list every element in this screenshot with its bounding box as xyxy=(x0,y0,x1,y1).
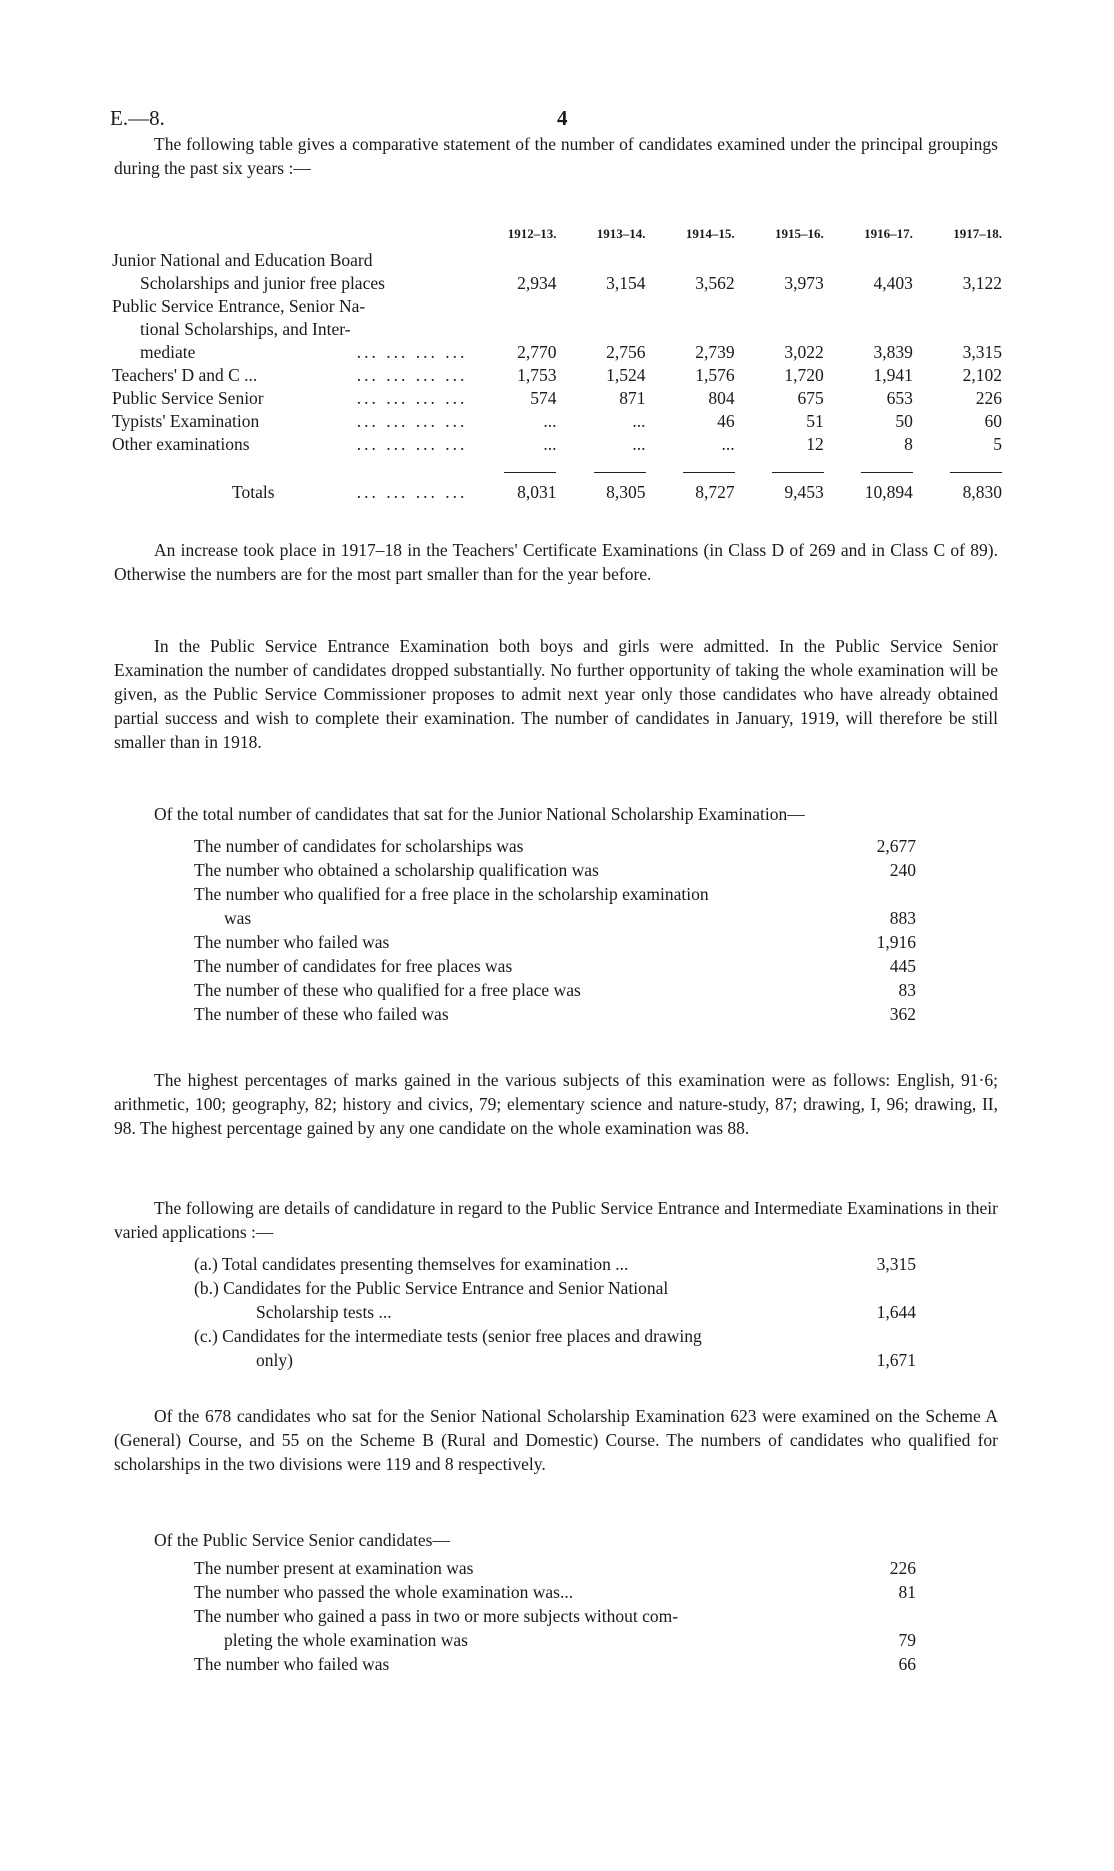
table-cell: 804 xyxy=(708,388,735,408)
table-cell: 2,756 xyxy=(606,342,646,362)
list-item: The number who qualified for a free place in the scholarship examination was 883 xyxy=(194,884,916,928)
total-cell: 8,031 xyxy=(517,482,557,502)
total-cell: 10,894 xyxy=(864,482,913,502)
year-header: 1916–17. xyxy=(864,226,913,241)
table-row xyxy=(112,295,1002,364)
list-item: The number who passed the whole examination was... 81 xyxy=(194,1582,916,1602)
row-label: Public Service Entrance, Senior Na- tional Scholarships, and Inter- mediate ... ... ... ... xyxy=(112,296,468,362)
table-cell: 3,154 xyxy=(606,273,646,293)
total-cell: 8,305 xyxy=(606,482,646,502)
row-label: Other examinations ... ... ... ... xyxy=(112,434,468,454)
row-label: Typists' Examination ... ... ... ... xyxy=(112,411,468,431)
document-code: E.—8. xyxy=(110,106,165,130)
year-header: 1913–14. xyxy=(596,226,646,241)
total-cell: 8,727 xyxy=(695,482,735,502)
table-cell: 46 xyxy=(717,411,735,431)
table-cell: 3,562 xyxy=(695,273,735,293)
table-cell: 2,770 xyxy=(517,342,557,362)
list-item: (b.) Candidates for the Public Service Entrance and Senior National Scholarship tests ... 1,644 xyxy=(194,1278,916,1322)
row-label: Public Service Senior ... ... ... ... xyxy=(112,388,468,408)
junior-scholarship-list xyxy=(194,834,916,1026)
totals-rule-row xyxy=(112,456,1002,479)
table-header-row xyxy=(112,222,1002,249)
list-item: The number of these who qualified for a free place was 83 xyxy=(194,980,916,1000)
table-cell: ... xyxy=(721,434,735,454)
table-cell: 675 xyxy=(797,388,824,408)
year-header: 1917–18. xyxy=(953,226,1002,241)
table-row xyxy=(112,410,1002,433)
year-header: 1915–16. xyxy=(774,226,824,241)
page-number: 4 xyxy=(557,106,568,130)
public-service-senior-list xyxy=(194,1556,916,1676)
table-cell: 1,524 xyxy=(606,365,646,385)
table-cell: 871 xyxy=(619,388,646,408)
list-item: The number present at examination was 226 xyxy=(194,1558,916,1578)
list-item: The number of these who failed was 362 xyxy=(194,1004,916,1024)
list-item: The number who failed was 1,916 xyxy=(194,932,916,952)
list-item: The number who obtained a scholarship qualification was 240 xyxy=(194,860,916,880)
totals-label: Totals ... ... ... ... xyxy=(232,482,468,502)
list-item: The number of candidates for scholarships was 2,677 xyxy=(194,836,916,856)
comparative-table xyxy=(112,222,1002,504)
table-cell: ... xyxy=(632,434,646,454)
table-cell: 574 xyxy=(530,388,557,408)
paragraph-candidature-intro: The following are details of candidature in regard to the Public Service Entrance and Intermediate Examinations in their varied applications :— xyxy=(114,1198,998,1242)
table-cell: ... xyxy=(543,434,557,454)
table-cell: 51 xyxy=(806,411,824,431)
table-row xyxy=(112,364,1002,387)
table-cell: 3,839 xyxy=(873,342,913,362)
intro-paragraph: The following table gives a comparative statement of the number of candidates examined under the principal groupings during the past six years :— xyxy=(114,134,998,178)
totals-row xyxy=(112,479,1002,504)
table-cell: 1,941 xyxy=(873,365,913,385)
paragraph-percentages: The highest percentages of marks gained in the various subjects of this examination were as follows: English, 91·6; arithmetic, 100; geography, 82; history and civics, 79; elementary science and nature-study, 87; drawing, I, 96; drawing, II, 98. The highest percentage gained by any one candidate on the whole examination was 88. xyxy=(114,1070,998,1138)
list-item: The number who failed was 66 xyxy=(194,1654,916,1674)
rule-line xyxy=(683,472,735,473)
table-cell: 1,753 xyxy=(517,365,557,385)
table-cell: 2,739 xyxy=(695,342,735,362)
table-row xyxy=(112,387,1002,410)
row-label: Junior National and Education Board Scholarships and junior free places xyxy=(112,250,385,293)
table-cell: 8 xyxy=(904,434,913,454)
table-cell: 3,122 xyxy=(962,273,1002,293)
table-cell: 12 xyxy=(806,434,824,454)
table-row xyxy=(112,249,1002,295)
list-item: (a.) Total candidates presenting themselves for examination ... 3,315 xyxy=(194,1254,916,1274)
list-item: The number of candidates for free places was 445 xyxy=(194,956,916,976)
table-cell: 60 xyxy=(984,411,1002,431)
total-cell: 8,830 xyxy=(962,482,1002,502)
year-header: 1912–13. xyxy=(507,226,557,241)
list-item: (c.) Candidates for the intermediate tests (senior free places and drawing only) 1,671 xyxy=(194,1326,916,1370)
candidature-list xyxy=(194,1252,916,1372)
table-cell: 2,102 xyxy=(962,365,1002,385)
table-cell: 4,403 xyxy=(873,273,913,293)
row-label: Teachers' D and C ... ... ... ... ... xyxy=(112,365,468,385)
paragraph-senior-intro: Of the Public Service Senior candidates— xyxy=(154,1530,450,1550)
paragraph-junior-intro: Of the total number of candidates that sat for the Junior National Scholarship Examination— xyxy=(154,804,805,824)
rule-line xyxy=(772,472,824,473)
year-header: 1914–15. xyxy=(685,226,735,241)
total-cell: 9,453 xyxy=(784,482,824,502)
rule-line xyxy=(950,472,1002,473)
table-cell: 5 xyxy=(993,434,1002,454)
table-cell: 3,022 xyxy=(784,342,824,362)
list-item: The number who gained a pass in two or more subjects without com- pleting the whole examination was 79 xyxy=(194,1606,916,1650)
paragraph-increase: An increase took place in 1917–18 in the Teachers' Certificate Examinations (in Class D of 269 and in Class C of 89). Otherwise the numbers are for the most part smaller than for the year before. xyxy=(114,540,998,584)
table-cell: ... xyxy=(543,411,557,431)
table-cell: 1,576 xyxy=(695,365,735,385)
table-cell: ... xyxy=(632,411,646,431)
table-cell: 3,315 xyxy=(962,342,1002,362)
paragraph-senior-national: Of the 678 candidates who sat for the Senior National Scholarship Examination 623 were examined on the Scheme A (General) Course, and 55 on the Scheme B (Rural and Domestic) Course. The numbers of candidates who qualified for scholarships in the two divisions were 119 and 8 respectively. xyxy=(114,1406,998,1474)
table-cell: 2,934 xyxy=(517,273,557,293)
table-cell: 226 xyxy=(975,388,1002,408)
rule-line xyxy=(594,472,646,473)
table-cell: 1,720 xyxy=(784,365,824,385)
table-cell: 653 xyxy=(886,388,913,408)
paragraph-public-service: In the Public Service Entrance Examination both boys and girls were admitted. In the Public Service Senior Examination the number of candidates dropped substantially. No further opportunity of taking the whole examination will be given, as the Public Service Commissioner proposes to admit next year only those candidates who have already obtained partial success and wish to complete their examination. The number of candidates in January, 1919, will therefore be still smaller than in 1918. xyxy=(114,636,998,752)
rule-line xyxy=(861,472,913,473)
table-cell: 50 xyxy=(895,411,913,431)
table-cell: 3,973 xyxy=(784,273,824,293)
rule-line xyxy=(504,472,556,473)
table-row xyxy=(112,433,1002,456)
